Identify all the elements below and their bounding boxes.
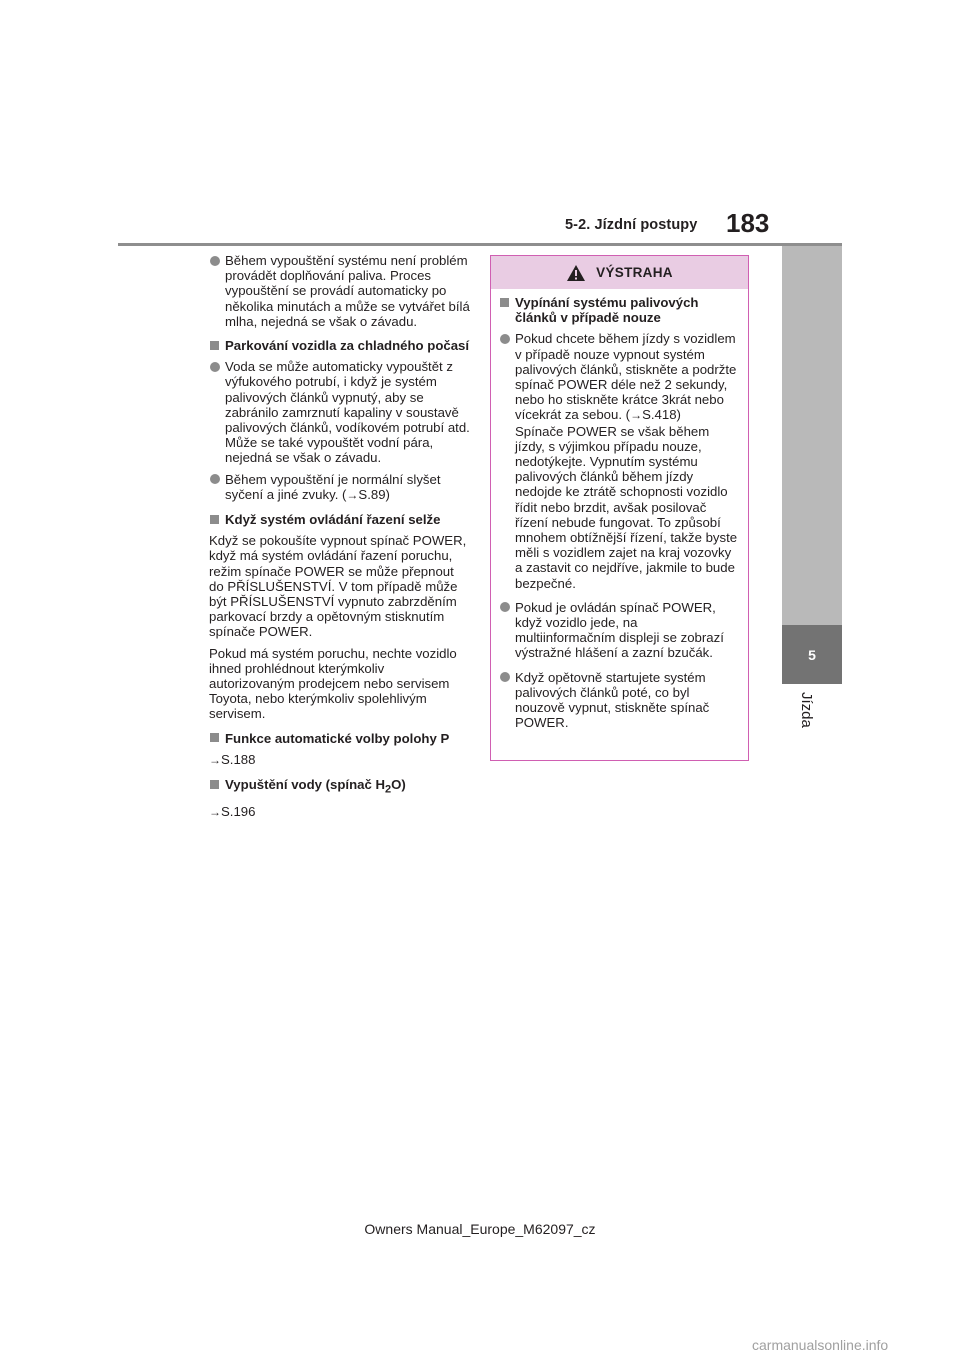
arrow-icon: → xyxy=(630,408,643,423)
page-reference: S.89) xyxy=(358,486,390,502)
page-reference: S.418) xyxy=(642,407,681,423)
bullet-text: Během vypouštění je normální slyšet syčení a jiné zvuky. ( xyxy=(225,471,441,502)
heading-text-end: O) xyxy=(391,777,406,793)
section-heading xyxy=(499,295,740,325)
bullet-item xyxy=(209,359,471,465)
side-tab-bar xyxy=(782,246,842,625)
section-heading xyxy=(209,338,471,353)
warning-label: VÝSTRAHA xyxy=(596,265,673,280)
page-reference-line xyxy=(209,752,471,768)
bullet-item xyxy=(209,253,471,329)
heading-text: Vypínání systému palivových článků v případě nouze xyxy=(515,295,699,326)
bullet-text: Během vypouštění systému není problém provádět doplňování paliva. Proces vypouštění se provádí automaticky po několika minutách a může se vytvářet bílá mlha, nejedná se však o závadu. xyxy=(225,253,470,329)
bullet-item xyxy=(209,472,471,503)
warning-triangle-icon xyxy=(566,264,586,282)
section-heading xyxy=(209,731,471,746)
warning-body xyxy=(491,289,748,730)
bullet-item xyxy=(499,331,740,590)
arrow-icon: → xyxy=(209,804,221,819)
bullet-text: Pokud chcete během jízdy s vozidlem v případě nouze vypnout systém palivových článků, stiskněte a podržte spínač POWER déle než 2 sekundy, nebo ho stiskněte krátce 3krát nebo vícekrát za sebou. ( xyxy=(515,331,737,423)
watermark: carmanualsonline.info xyxy=(752,1337,889,1353)
page-number: 183 xyxy=(726,208,770,238)
arrow-icon: → xyxy=(209,752,221,767)
bullet-text-continued: Spínače POWER se však během jízdy, s výjimkou případu nouze, nedotýkejte. Vypnutím systému palivových článků během jízdy nedojde ke ztrátě schopnosti vozidlo řídit nebo brzdit, avšak posilovač řízení nebude fungovat. To způsobí mnohem obtížnější řízení, takže byste měli s vozidlem zajet na kraj vozovky a zastavit co nejdříve, jakmile to bude bezpečné. xyxy=(515,423,738,591)
chapter-number: 5 xyxy=(808,646,816,663)
bullet-item xyxy=(499,600,740,661)
chapter-tab xyxy=(782,625,842,684)
header-divider xyxy=(118,243,842,246)
heading-text: Vypuštění vody (spínač H xyxy=(225,777,385,793)
bullet-text: Když opětovně startujete systém palivových článků poté, co byl nouzově vypnut, stiskněte spínač POWER. xyxy=(515,669,710,731)
heading-text: Když systém ovládání řazení selže xyxy=(225,512,441,528)
subscript: 2 xyxy=(385,783,392,796)
paragraph: Pokud má systém poruchu, nechte vozidlo ihned prohlédnout kterýmkoliv autorizovaným prodejcem nebo servisem Toyota, nebo kterýmkoliv spolehlivým servisem. xyxy=(209,645,457,722)
bullet-text: Voda se může automaticky vypouštět z výfukového potrubí, i když je systém palivových článků vypnutý, aby se zabránilo zamrznutí kapaliny v soustavě palivových článků, vodíkovém potrubí atd. Může se také vypouštět vodní pára, nejedná se však o závadu. xyxy=(225,359,470,466)
section-heading xyxy=(209,512,471,527)
paragraph: Když se pokoušíte vypnout spínač POWER, když má systém ovládání řazení poruchu, režim spínače POWER se může přepnout do PŘÍSLUŠENSTVÍ. V tom případě může být PŘÍSLUŠENSTVÍ vypnuto zabrzděním parkovací brzdy a opětovným stisknutím spínače POWER. xyxy=(209,533,467,640)
bullet-text: Pokud je ovládán spínač POWER, když vozidlo jede, na multiinformačním displeji se zobrazí výstražné hlášení a zazní bzučák. xyxy=(515,599,724,661)
page-reference: S.196 xyxy=(221,803,256,819)
arrow-icon: → xyxy=(346,487,359,502)
heading-text: Funkce automatické volby polohy P xyxy=(225,730,450,746)
page-reference-line xyxy=(209,804,471,820)
warning-box xyxy=(490,255,749,761)
warning-header xyxy=(491,256,748,289)
section-heading xyxy=(209,777,471,798)
section-title: 5-2. Jízdní postupy xyxy=(565,217,698,233)
chapter-title: Jízda xyxy=(798,692,815,728)
footer-manual-id: Owners Manual_Europe_M62097_cz xyxy=(364,1221,596,1237)
page-reference: S.188 xyxy=(221,751,256,767)
left-column xyxy=(209,253,471,826)
heading-text: Parkování vozidla za chladného počasí xyxy=(225,338,470,354)
bullet-item xyxy=(499,670,740,731)
